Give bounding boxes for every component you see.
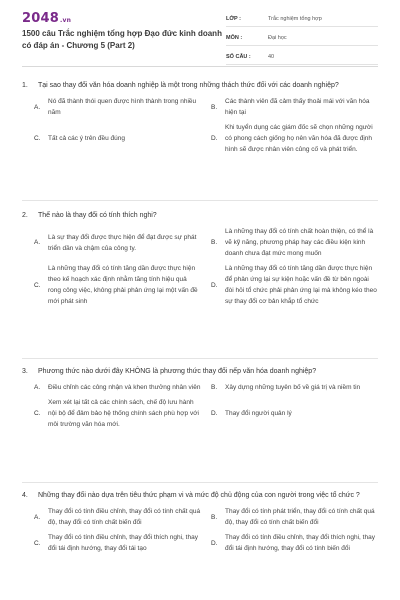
option-letter: D. [211, 410, 218, 417]
option-text: Các thành viên đã cảm thấy thoải mái với văn hóa hiện tại [225, 98, 370, 116]
question-number: 4. [22, 492, 28, 499]
option-a[interactable] [34, 96, 201, 118]
option-c[interactable] [34, 263, 201, 307]
question-divider [22, 358, 378, 359]
option-c[interactable] [34, 397, 201, 430]
question-stem [22, 366, 378, 377]
option-letter: A. [34, 384, 41, 391]
option-text: Là những thay đổi có tính tăng dần được thực hiện để phản ứng lại sự kiện hoặc vấn đề từ bên ngoài đòi hỏi tổ chức phải phản ứng lại mà không kéo theo sự thay đổi cơ bản khắp tổ chức [225, 265, 377, 305]
question-number: 1. [22, 82, 28, 89]
option-d[interactable] [211, 122, 378, 155]
question-text: Tại sao thay đổi văn hóa doanh nghiệp là một trong những thách thức đối với các doanh nghiệp? [38, 82, 339, 89]
option-text: Là những thay đổi có tính chất hoàn thiện, có thể là vẽ kỹ năng, phương pháp hay các điều kiện kinh doanh chưa đạt mức mong muốn [225, 228, 374, 257]
option-letter: A. [34, 103, 41, 111]
option-text: Xem xét lại tất cả các chính sách, chế độ lưu hành nội bộ để đảm bảo hệ thống chính sách phù hợp với môi trường văn hóa mới. [48, 399, 199, 428]
option-text: Tất cả các ý trên đều đúng [48, 135, 125, 142]
option-letter: D. [211, 135, 218, 142]
meta-panel [226, 12, 378, 69]
site-logo[interactable] [22, 11, 71, 26]
question-1 [22, 80, 378, 155]
question-divider [22, 200, 378, 201]
option-text: Là sự thay đổi được thực hiện để đạt được sự phát triển dần và chậm của công ty. [48, 233, 197, 252]
question-stem [22, 80, 378, 91]
option-letter: C. [34, 539, 41, 547]
meta-value[interactable]: Trắc nghiệm tổng hợp [268, 16, 322, 22]
question-text: Thế nào là thay đổi có tính thích nghi? [38, 212, 157, 219]
question-text: Phương thức nào dưới đây KHÔNG là phương thức thay đổi nếp văn hóa doanh nghiệp? [38, 368, 317, 375]
page-title: 1500 câu Trắc nghiệm tổng hợp Đạo đức kinh doanh có đáp án - Chương 5 (Part 2) [22, 29, 222, 50]
option-letter: C. [34, 135, 41, 142]
header-divider [22, 66, 378, 67]
option-d[interactable] [211, 532, 378, 554]
option-b[interactable] [211, 96, 378, 118]
option-text: Thay đổi có tính điều chỉnh, thay đổi có tính chất quá độ, thay đổi có tính chất biến đổi [48, 508, 201, 526]
logo-text: 2048 [22, 11, 59, 26]
option-a[interactable] [34, 506, 201, 528]
option-letter: A. [34, 513, 41, 521]
question-3 [22, 366, 378, 430]
option-b[interactable] [211, 226, 378, 259]
option-text: Thay đổi có tính điều chỉnh, thay đổi thích nghi, thay đổi tái định hướng, thay đổi có tính biến đổi [225, 534, 375, 552]
option-letter: C. [34, 281, 41, 289]
meta-key: LỚP : [226, 16, 241, 22]
question-divider [22, 482, 378, 483]
options [22, 226, 378, 307]
option-letter: A. [34, 239, 41, 246]
question-4 [22, 490, 378, 554]
options [22, 382, 378, 430]
meta-row-count [226, 50, 378, 65]
option-text: Thay đổi có tính phát triển, thay đổi có tính chất quá độ, thay đổi có tính chất biến đổi [225, 508, 375, 526]
option-c[interactable] [34, 122, 201, 155]
option-c[interactable] [34, 532, 201, 554]
option-text: Là những thay đổi có tính tăng dần được thực hiện theo kế hoạch xác định nhằm tăng tính hiệu quả rong công việc, không phải phản ứng lại một vấn đề mới phát sinh [48, 265, 198, 305]
question-number: 3. [22, 368, 28, 375]
option-a[interactable] [34, 382, 201, 393]
option-text: Thay đổi người quản lý [225, 410, 292, 417]
option-letter: B. [211, 103, 218, 111]
option-text: Xây dựng những tuyên bố về giá trị và niềm tin [225, 384, 361, 391]
option-text: Thay đổi có tính điều chỉnh, thay đổi thích nghi, thay đổi tái định hướng, thay đổi tái tạo [48, 534, 198, 552]
options [22, 96, 378, 155]
meta-row-subject [226, 31, 378, 46]
option-b[interactable] [211, 506, 378, 528]
question-stem [22, 210, 378, 221]
meta-key: MÔN : [226, 35, 243, 41]
meta-row-class [226, 12, 378, 27]
option-letter: B. [211, 239, 218, 246]
option-a[interactable] [34, 226, 201, 259]
option-letter: D. [211, 539, 218, 547]
question-2 [22, 210, 378, 307]
option-d[interactable] [211, 263, 378, 307]
meta-key: SỐ CÂU : [226, 54, 251, 60]
option-letter: D. [211, 281, 218, 289]
option-b[interactable] [211, 382, 378, 393]
option-letter: C. [34, 410, 41, 417]
option-letter: B. [211, 384, 218, 391]
meta-value[interactable]: Đại học [268, 35, 287, 41]
question-stem [22, 490, 378, 501]
option-letter: B. [211, 513, 218, 521]
option-text: Nó đã thành thói quen được hình thành trong nhiều năm [48, 98, 197, 116]
logo-suffix: .vn [59, 17, 72, 24]
option-text: Điều chỉnh các công nhận và khen thưởng nhân viên [48, 384, 201, 391]
question-number: 2. [22, 212, 28, 219]
option-d[interactable] [211, 397, 378, 430]
meta-value: 40 [268, 54, 275, 60]
option-text: Khi tuyển dụng các giám đốc sẽ chọn những người có phong cách giống họ nên văn hóa đã được định hình sẽ được nhân viên củng cố và phát triển. [225, 124, 373, 153]
question-text: Những thay đổi nào dựa trên tiêu thức phạm vi và mức độ chủ động của con người trong việc tổ chức ? [38, 492, 360, 499]
options [22, 506, 378, 554]
